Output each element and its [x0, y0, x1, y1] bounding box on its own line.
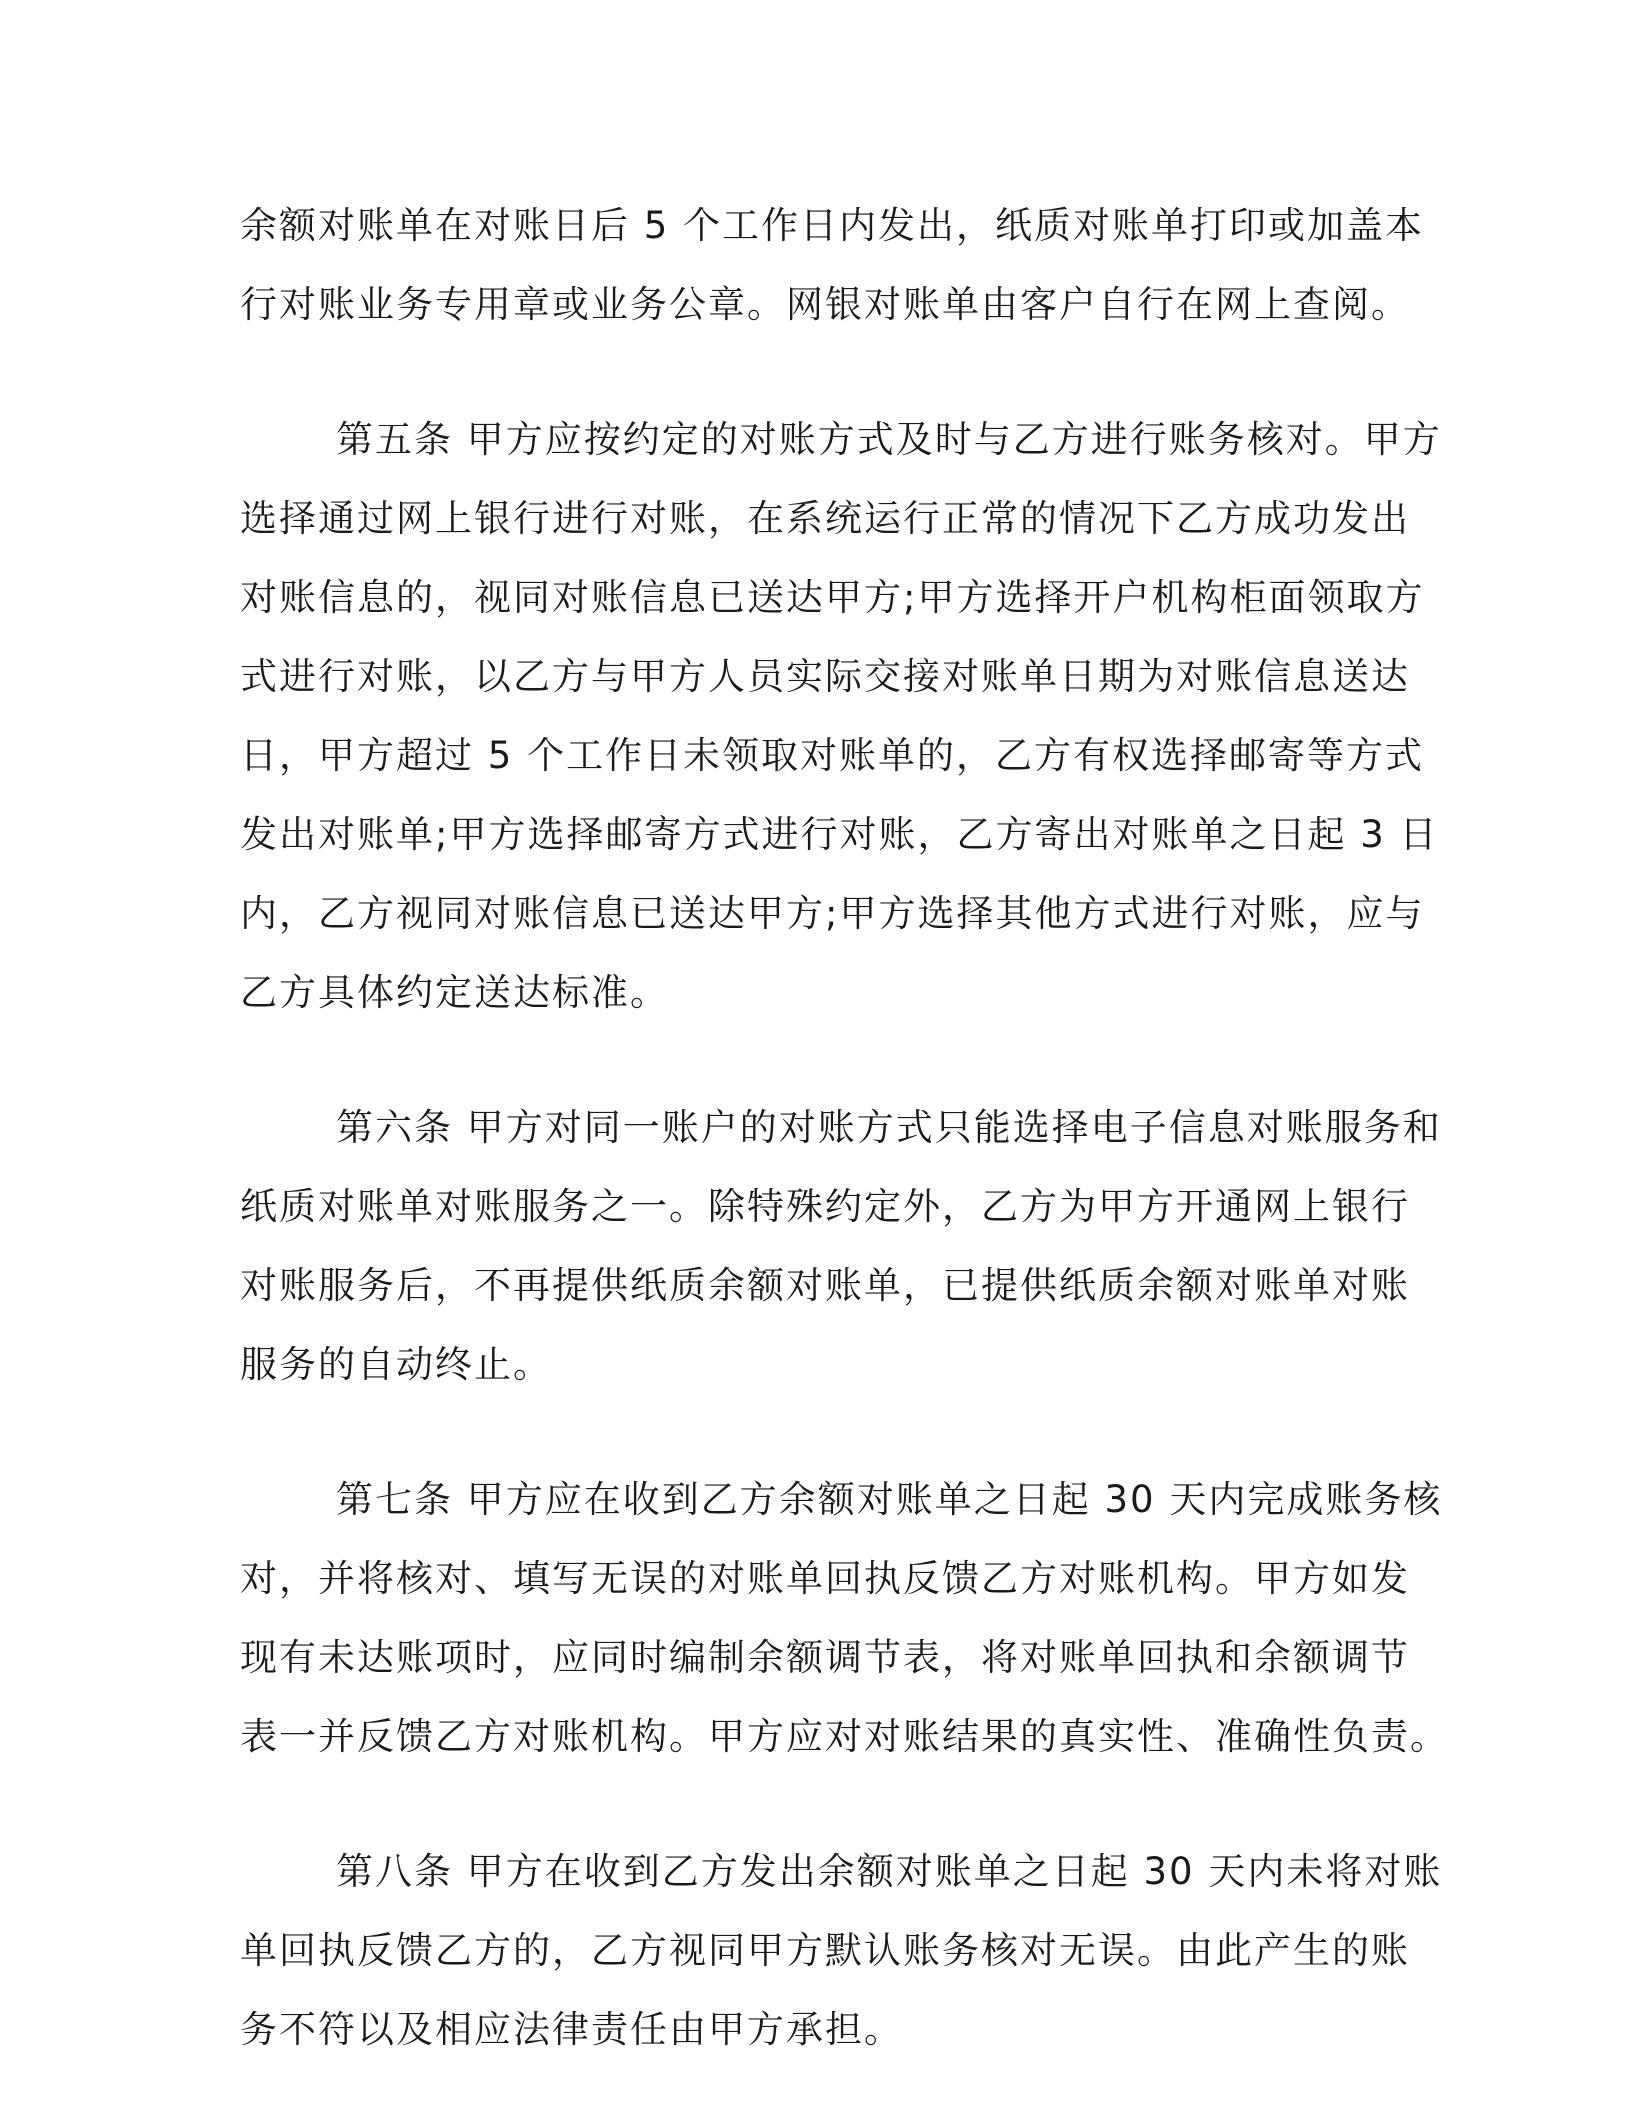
text-line: 现有未达账项时，应同时编制余额调节表，将对账单回执和余额调节	[240, 1636, 1410, 1679]
text-line: 乙方具体约定送达标准。	[240, 971, 669, 1014]
article-5	[240, 400, 1442, 1032]
paragraph-gap	[240, 1776, 1380, 1832]
text-line: 第八条 甲方在收到乙方发出余额对账单之日起 30 天内未将对账	[336, 1850, 1443, 1893]
article-7	[240, 1460, 1449, 1776]
text-line: 日，甲方超过 5 个工作日未领取对账单的，乙方有权选择邮寄等方式	[240, 734, 1425, 777]
paragraph-gap	[240, 344, 1380, 400]
text-line: 务不符以及相应法律责任由甲方承担。	[240, 2008, 903, 2051]
text-line: 服务的自动终止。	[240, 1343, 552, 1386]
text-line: 表一并反馈乙方对账机构。甲方应对对账结果的真实性、准确性负责。	[240, 1715, 1449, 1758]
text-line: 纸质对账单对账服务之一。除特殊约定外，乙方为甲方开通网上银行	[240, 1185, 1410, 1228]
text-line: 对账服务后，不再提供纸质余额对账单，已提供纸质余额对账单对账	[240, 1264, 1410, 1307]
text-line: 余额对账单在对账日后 5 个工作日内发出，纸质对账单打印或加盖本	[240, 204, 1425, 247]
text-line: 行对账业务专用章或业务公章。网银对账单由客户自行在网上查阅。	[240, 283, 1410, 326]
text-line: 第五条 甲方应按约定的对账方式及时与乙方进行账务核对。甲方	[336, 418, 1442, 461]
paragraph-gap	[240, 1032, 1380, 1088]
document-body	[240, 186, 1449, 2069]
paragraph-gap	[240, 1404, 1380, 1460]
text-line: 选择通过网上银行进行对账，在系统运行正常的情况下乙方成功发出	[240, 497, 1410, 540]
article-8	[240, 1832, 1443, 2069]
text-line: 式进行对账，以乙方与甲方人员实际交接对账单日期为对账信息送达	[240, 655, 1410, 698]
text-line: 内，乙方视同对账信息已送达甲方;甲方选择其他方式进行对账，应与	[240, 892, 1425, 935]
text-line: 第六条 甲方对同一账户的对账方式只能选择电子信息对账服务和	[336, 1106, 1442, 1149]
paragraph-continuation	[240, 186, 1425, 344]
text-line: 第七条 甲方应在收到乙方余额对账单之日起 30 天内完成账务核	[336, 1478, 1443, 1521]
text-line: 对账信息的，视同对账信息已送达甲方;甲方选择开户机构柜面领取方	[240, 576, 1425, 619]
article-6	[240, 1088, 1442, 1404]
text-line: 发出对账单;甲方选择邮寄方式进行对账，乙方寄出对账单之日起 3 日	[240, 813, 1439, 856]
text-line: 单回执反馈乙方的，乙方视同甲方默认账务核对无误。由此产生的账	[240, 1929, 1410, 1972]
text-line: 对，并将核对、填写无误的对账单回执反馈乙方对账机构。甲方如发	[240, 1557, 1410, 1600]
